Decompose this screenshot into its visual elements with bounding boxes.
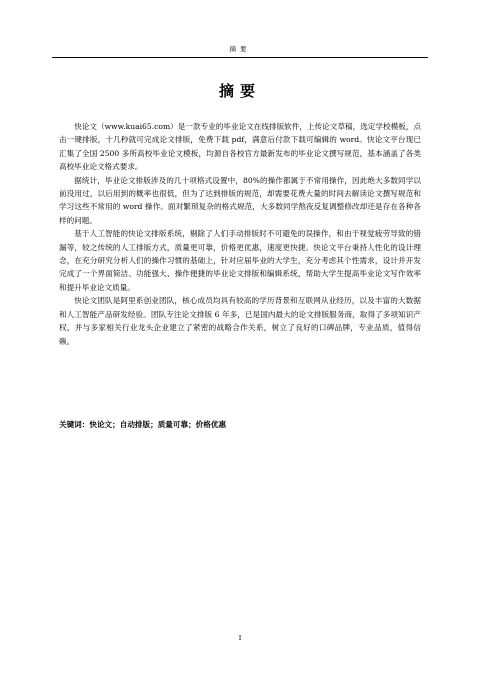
abstract-paragraph-1: 快论文（www.kuai65.com）是一款专业的毕业论文在线排版软件，上传论文草稿，选定学校模板，点击一键排版，十几秒就可完成论文排版，免费下载 pdf，满意后付款下载可编辑的 word。快论文平台现已汇集了全国 2500 多所高校毕业论文模板，均源自各校官方最新发布的毕业论文撰写规范，基本涵盖了各类高校毕业论文格式要求。 bbox=[59, 122, 421, 172]
keywords-line: 关键词：快论文；自动排版；质量可靠；价格优惠 bbox=[59, 420, 227, 429]
abstract-paragraph-4: 快论文团队是阿里系创业团队，核心成员均具有较高的学历背景和互联网从业经历，以及丰富的大数据和人工智能产品研发经验。团队专注论文排版 6 年多，已是国内最大的论文排版服务商，取得了多项知识产权，并与多家相关行业龙头企业建立了紧密的战略合作关系，树立了良好的口碑品牌，专业品质，值得信赖。 bbox=[59, 296, 421, 346]
header-rule bbox=[52, 57, 428, 58]
abstract-paragraph-2: 据统计，毕业论文排版涉及的几十项格式设置中，80%的操作都属于不常用操作，因此绝大多数同学以前没用过，以后用到的概率也很低，但为了达到排版的规范，却需要花费大量的时间去解读论文撰写规范和学习这些不常用的 word 操作。面对繁琐复杂的格式规范，大多数同学熬夜反复调整修改却还是存在各种各样的问题。 bbox=[59, 175, 421, 225]
abstract-paragraph-3: 基于人工智能的快论文排版系统，剔除了人们手动排版时不可避免的误操作，和由于视觉疲劳导致的错漏等，较之传统的人工排版方式，质量更可靠，价格更优惠，速度更快捷。快论文平台秉持人性化的设计理念，在充分研究分析人们的操作习惯的基础上，针对应届毕业的大学生，充分考虑其个性需求，设计并开发完成了一个界面简洁、功能强大、操作便捷的毕业论文排版和编辑系统，帮助大学生提高毕业论文写作效率和提升毕业论文质量。 bbox=[59, 229, 421, 292]
abstract-body bbox=[59, 120, 421, 348]
running-header: 摘要 bbox=[229, 45, 251, 53]
page-number: I bbox=[238, 634, 242, 642]
page-title: 摘要 bbox=[218, 82, 261, 100]
